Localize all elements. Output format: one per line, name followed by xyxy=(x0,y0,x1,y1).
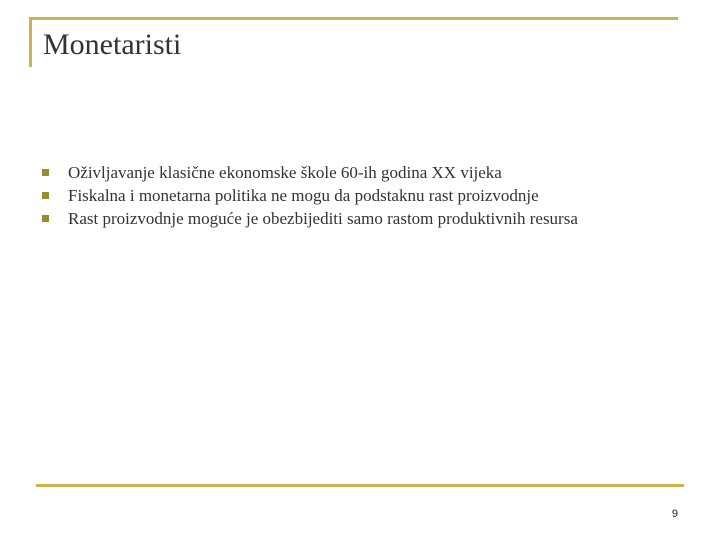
list-item xyxy=(42,184,578,207)
bullet-list xyxy=(42,161,578,230)
slide-title: Monetaristi xyxy=(43,28,182,61)
title-accent-line-left xyxy=(29,17,32,67)
list-item xyxy=(42,161,578,184)
bullet-text: Rast proizvodnje moguće je obezbijediti samo rastom produktivnih resursa xyxy=(68,209,578,228)
bullet-text: Fiskalna i monetarna politika ne mogu da podstaknu rast proizvodnje xyxy=(68,186,539,205)
page-number: 9 xyxy=(671,508,678,520)
bullet-square-icon xyxy=(42,215,49,222)
title-accent-line-top xyxy=(29,17,678,20)
footer-accent-line xyxy=(36,484,684,487)
bullet-text: Oživljavanje klasične ekonomske škole 60-ih godina XX vijeka xyxy=(68,163,502,182)
list-item xyxy=(42,207,578,230)
bullet-square-icon xyxy=(42,192,49,199)
bullet-square-icon xyxy=(42,169,49,176)
